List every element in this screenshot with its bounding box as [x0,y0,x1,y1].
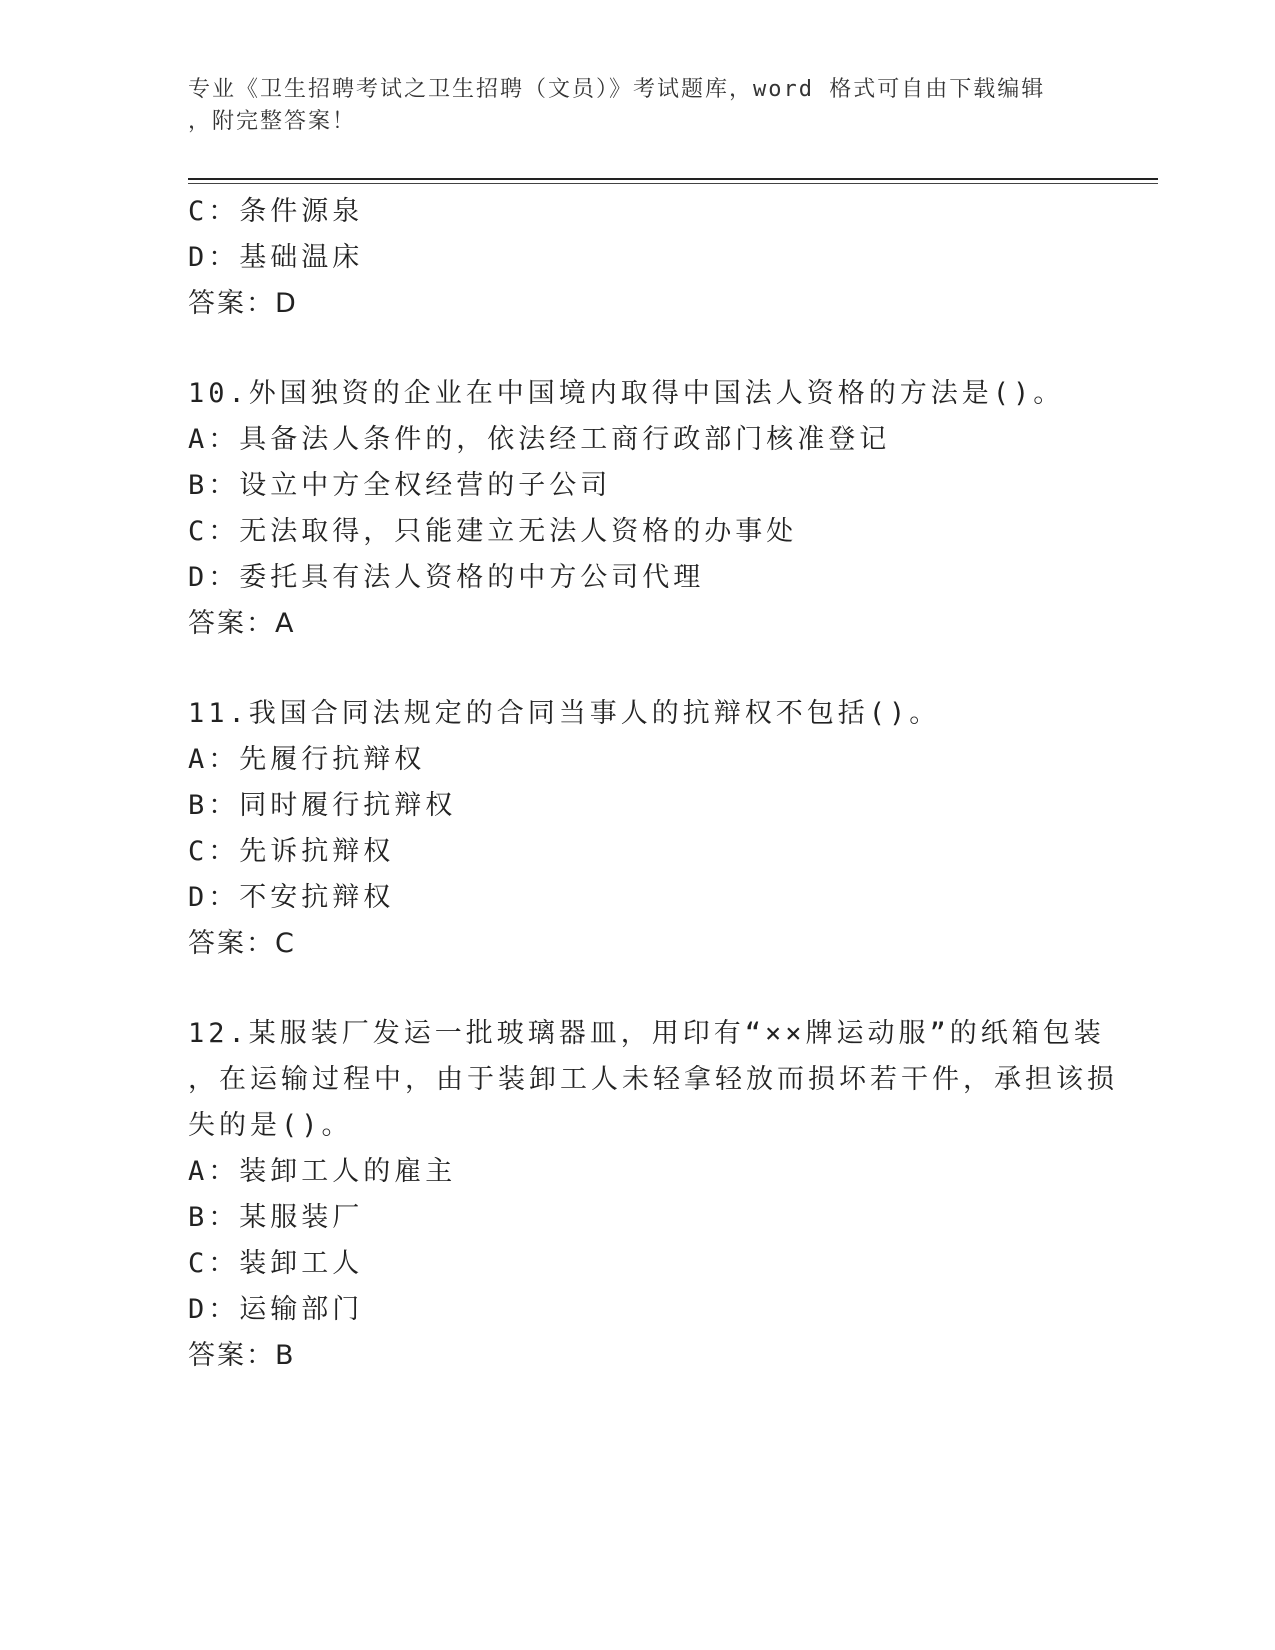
document-header [188,74,1068,138]
answer-line: 答案：A [188,608,296,639]
option-d: D：运输部门 [188,1294,364,1325]
question-stem-line-1: 12.某服装厂发运一批玻璃器皿，用印有“××牌运动服”的纸箱包装 [188,1018,1105,1049]
question-stem-line-3: 失的是()。 [188,1110,353,1141]
option-d: D：不安抗辩权 [188,882,395,913]
question-spacer [188,967,1088,1011]
option-c: C：条件源泉 [188,196,364,227]
option-c: C：装卸工人 [188,1248,364,1279]
header-divider-thick [188,178,1158,180]
header-line-2: ，附完整答案！ [188,109,357,134]
option-b: B：同时履行抗辩权 [188,790,457,821]
question-9-continued [188,189,1088,327]
question-stem: 11.我国合同法规定的合同当事人的抗辩权不包括()。 [188,698,941,729]
header-line-1: 专业《卫生招聘考试之卫生招聘（文员）》考试题库，word 格式可自由下载编辑 [188,77,1046,102]
option-a: A：先履行抗辩权 [188,744,426,775]
question-list [188,189,1118,1379]
answer-line: 答案：D [188,288,298,319]
question-stem-line-2: ，在运输过程中，由于装卸工人未轻拿轻放而损坏若干件，承担该损 [188,1064,1118,1095]
option-b: B：某服装厂 [188,1202,364,1233]
option-c: C：无法取得，只能建立无法人资格的办事处 [188,516,798,547]
question-spacer [188,327,1088,371]
question-12 [188,1011,1118,1379]
option-d: D：基础温床 [188,242,364,273]
answer-line: 答案：C [188,928,296,959]
question-spacer [188,647,1088,691]
option-a: A：具备法人条件的，依法经工商行政部门核准登记 [188,424,891,455]
option-a: A：装卸工人的雇主 [188,1156,457,1187]
question-stem: 10.外国独资的企业在中国境内取得中国法人资格的方法是()。 [188,378,1065,409]
header-divider-thin [188,183,1158,184]
option-b: B：设立中方全权经营的子公司 [188,470,612,501]
question-10 [188,371,1088,647]
question-11 [188,691,1088,967]
option-d: D：委托具有法人资格的中方公司代理 [188,562,705,593]
option-c: C：先诉抗辩权 [188,836,395,867]
answer-line: 答案：B [188,1340,296,1371]
